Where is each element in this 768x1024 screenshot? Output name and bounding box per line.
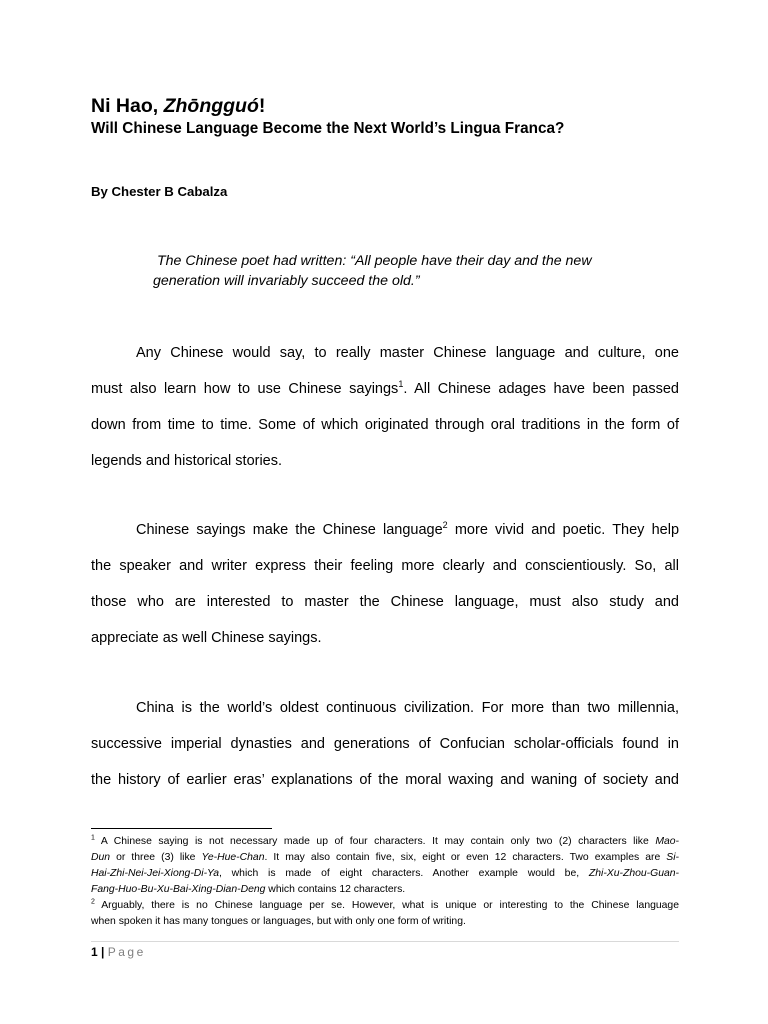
paragraph-line: down from time to time. Some of which originated through oral traditions in the form of [91, 417, 679, 433]
footnote-1-line [91, 866, 679, 882]
text-run: more vivid and poetic. They help [447, 522, 680, 538]
title-suffix: ! [258, 95, 266, 117]
paragraph-line: the history of earlier eras’ explanations of the moral waxing and waning of society and [91, 772, 679, 788]
title-prefix: Ni Hao, [91, 95, 164, 117]
quote-line-1: The Chinese poet had written: “All people have their day and the new [157, 253, 592, 269]
page-label: Page [107, 945, 146, 959]
text-run: Chinese sayings make the Chinese language [136, 522, 443, 538]
paragraph-line: Any Chinese would say, to really master Chinese language and culture, one [136, 345, 679, 361]
paragraph-line: legends and historical stories. [91, 453, 283, 469]
paragraph-line: successive imperial dynasties and generations of Confucian scholar-officials found in [91, 736, 679, 752]
paragraph-line: those who are interested to master the Chinese language, must also study and [91, 594, 679, 610]
footnote-marker-1: 1 [91, 834, 95, 842]
text-run: Mao- [655, 836, 679, 847]
footnote-1-line [91, 834, 679, 850]
text-run: must also learn how to use Chinese sayings [91, 381, 399, 397]
text-run: A Chinese saying is not necessary made up of four characters. It may contain only two (2) characters like [94, 836, 656, 847]
paragraph-line: the speaker and writer express their feeling more clearly and conscientiously. So, all [91, 558, 679, 574]
page-footer [91, 943, 146, 961]
footnote-ref-2: 2 [442, 520, 448, 531]
paragraph-2 [91, 512, 679, 656]
paragraph-3 [91, 690, 679, 798]
text-run: , which is made of eight characters. Another example would be, [219, 868, 589, 879]
footer-separator-bar: | [101, 945, 105, 959]
footnote-1-line [91, 850, 679, 866]
text-run: Hai-Zhi-Nei-Jei-Xiong-Di-Ya [91, 868, 219, 879]
text-run: Zhi-Xu-Zhou-Guan- [588, 868, 679, 879]
footer-separator [91, 941, 679, 942]
footnote-marker-2: 2 [91, 898, 95, 906]
text-run: which contains 12 characters. [265, 884, 406, 895]
epigraph-quote [153, 252, 673, 291]
text-run: Si- [666, 852, 679, 863]
text-run: or three (3) like [110, 852, 202, 863]
text-run: Dun [91, 852, 111, 863]
text-run: . All Chinese adages have been passed [403, 381, 679, 397]
author-byline: By Chester B Cabalza [91, 184, 228, 199]
footnote-ref-1: 1 [398, 379, 404, 390]
footnote-1-line [91, 882, 679, 898]
quote-line-2: generation will invariably succeed the old.” [153, 272, 420, 289]
paragraph-line: China is the world’s oldest continuous civilization. For more than two millennia, [136, 700, 679, 716]
paragraph-line [91, 371, 679, 407]
text-run: Arguably, there is no Chinese language per se. However, what is unique or interesting to the Chinese language [94, 900, 679, 911]
footnotes [91, 834, 679, 930]
text-run: . It may also contain five, six, eight or even 12 characters. Two examples are [264, 852, 667, 863]
text-run: Ye-Hue-Chan [201, 852, 265, 863]
footnote-2-line: when spoken it has many tongues or languages, but with only one form of writing. [91, 916, 466, 927]
page-number: 1 [91, 945, 98, 959]
document-title [91, 93, 265, 119]
footnote-separator [91, 828, 272, 829]
footnote-2-line [91, 898, 679, 914]
paragraph-line: appreciate as well Chinese sayings. [91, 630, 322, 646]
text-run: Fang-Huo-Bu-Xu-Bai-Xing-Dian-Deng [91, 884, 266, 895]
title-italic: Zhōngguó [163, 95, 259, 117]
paragraph-1 [91, 335, 679, 479]
paragraph-line [91, 512, 679, 548]
document-subtitle: Will Chinese Language Become the Next World’s Lingua Franca? [91, 120, 565, 137]
